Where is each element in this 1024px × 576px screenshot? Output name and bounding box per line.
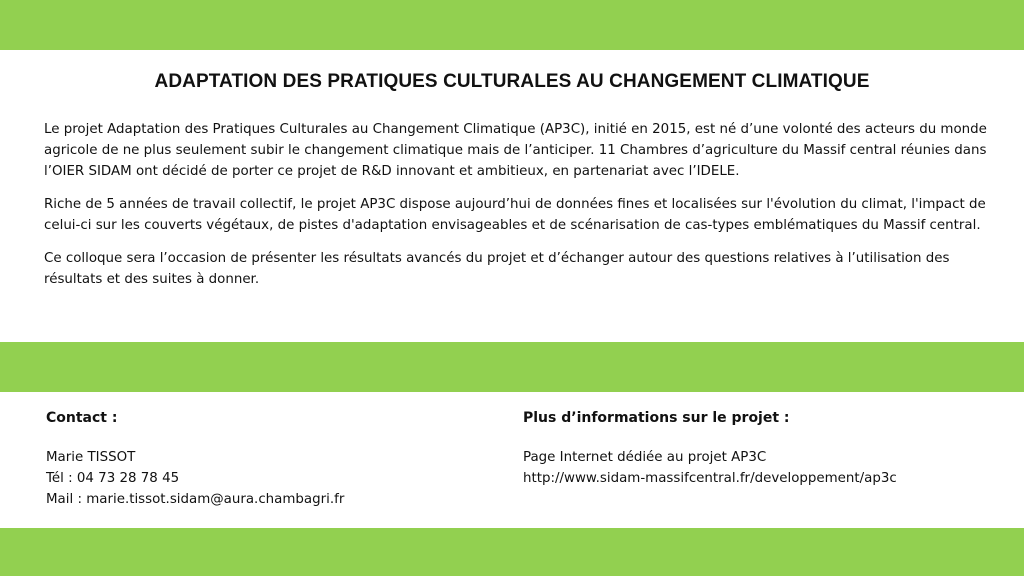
bottom-green-band: [0, 528, 1024, 576]
contact-phone: Tél : 04 73 28 78 45: [46, 471, 180, 486]
intro-paragraph-2: Riche de 5 années de travail collectif, le projet AP3C dispose aujourd’hui de données fines et localisées sur l'évolution du climat, l'impact de celui-ci sur les couverts végétaux, de pistes d'adaptation envisageables et de scénarisation de cas-types emblématiques du Massif central.: [44, 197, 986, 233]
page-title: ADAPTATION DES PRATIQUES CULTURALES AU CHANGEMENT CLIMATIQUE: [154, 71, 870, 92]
project-url-link[interactable]: http://www.sidam-massifcentral.fr/developpement/ap3c: [523, 471, 897, 486]
more-info-section: [523, 408, 1003, 489]
top-green-band: [0, 0, 1024, 50]
contact-section: [46, 408, 486, 510]
contact-mail: Mail : marie.tissot.sidam@aura.chambagri.fr: [46, 492, 345, 507]
contact-heading: Contact :: [46, 410, 118, 426]
intro-paragraph-3: Ce colloque sera l’occasion de présenter les résultats avancés du projet et d’échanger autour des questions relatives à l’utilisation des résultats et des suites à donner.: [44, 251, 950, 287]
more-info-heading: Plus d’informations sur le projet :: [523, 410, 790, 426]
intro-paragraph-1: Le projet Adaptation des Pratiques Culturales au Changement Climatique (AP3C), initié en 2015, est né d’une volonté des acteurs du monde agricole de ne plus seulement subir le changement climatique mais de l’anticiper. 11 Chambres d’agriculture du Massif central réunies dans l’OIER SIDAM ont décidé de porter ce projet de R&D innovant et ambitieux, en partenariat avec l’IDELE.: [44, 122, 987, 179]
contact-name: Marie TISSOT: [46, 450, 136, 465]
middle-green-band: [0, 342, 1024, 392]
intro-text: [44, 119, 989, 302]
project-page-label: Page Internet dédiée au projet AP3C: [523, 450, 767, 465]
